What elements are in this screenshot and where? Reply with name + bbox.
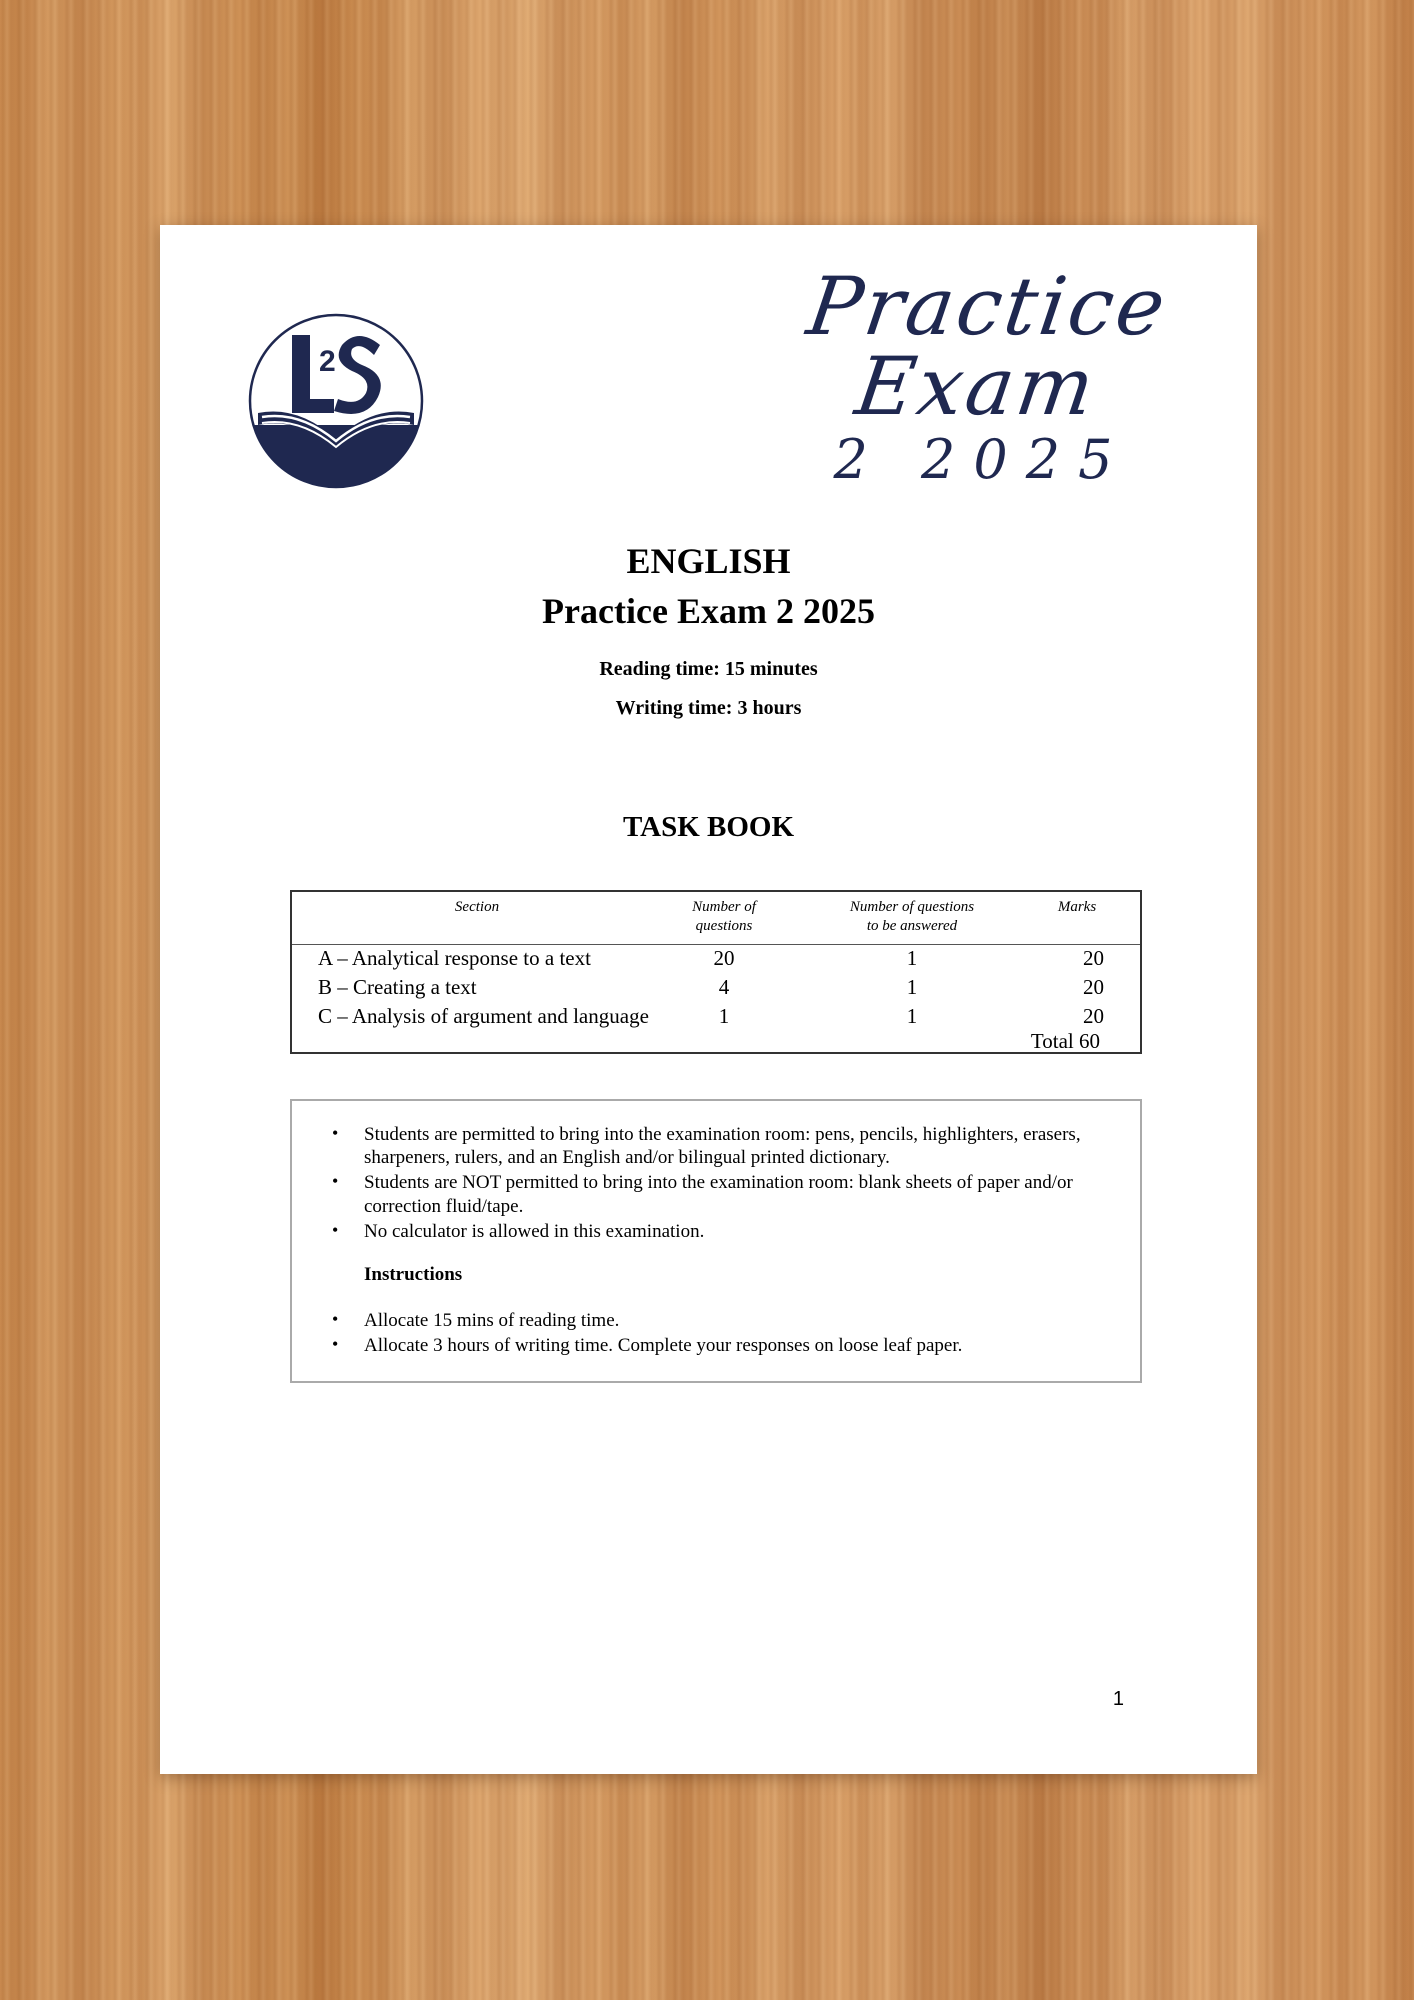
list-item-text: Students are permitted to bring into the examination room: pens, pencils, highlighters, erasers, sharpeners, rulers, and an English and/or bilingual printed dictionary. [364,1124,1081,1169]
header-number-of-questions [674,898,774,936]
list-item [292,1309,1140,1332]
reading-time: Reading time: 15 minutes [599,658,818,680]
table-row [292,975,1140,1004]
row-questions: 4 [718,975,730,999]
bullet: • [332,1309,339,1329]
sections-table [290,890,1142,1054]
row-questions: 1 [718,1004,730,1028]
row-answered: 1 [906,975,918,999]
table-row [292,946,1140,975]
handwritten-title-line1: Practice Exam [801,260,1174,433]
header-marks: Marks [1057,899,1097,915]
row-marks: 20 [1083,1004,1104,1028]
list-item [292,1220,1140,1243]
header-to-be-answered [827,898,997,936]
exam-name: Practice Exam 2 2025 [542,591,875,631]
l2s-logo [248,313,424,489]
page-number: 1 [1112,1688,1124,1710]
handwritten-title [747,260,1217,491]
total-marks: Total 60 [1030,1029,1100,1053]
list-item [292,1334,1140,1357]
svg-text:2: 2 [319,345,336,378]
list-item-text: Students are NOT permitted to bring into the examination room: blank sheets of paper and/or correction fluid/tape. [364,1172,1073,1217]
row-marks: 20 [1083,946,1104,970]
writing-time: Writing time: 3 hours [615,697,802,719]
list-item-text: Allocate 15 mins of reading time. [364,1310,620,1331]
exam-cover-page [160,225,1257,1774]
bullet: • [332,1171,339,1192]
row-answered: 1 [906,1004,918,1028]
handwritten-title-line2: 2 2025 [833,428,1131,491]
bullet: • [332,1123,339,1143]
row-section: A – Analytical response to a text [318,946,591,970]
table-header [292,892,1140,945]
list-item-text: Allocate 3 hours of writing time. Complete your responses on loose leaf paper. [364,1335,963,1357]
row-questions: 20 [713,946,735,970]
instructions-list [292,1309,1140,1359]
list-item [292,1123,1140,1169]
header-to-be-answered-line2: to be answered [866,917,958,934]
list-item [292,1171,1140,1217]
booklet-title: TASK BOOK [622,811,795,843]
row-section: C – Analysis of argument and language [318,1004,649,1028]
instructions-heading: Instructions [364,1264,463,1285]
table-row [292,1004,1140,1033]
header-number-of-questions-line1: Number of [692,899,756,915]
subject-title: ENGLISH [626,541,791,581]
bullet: • [332,1219,339,1240]
row-marks: 20 [1083,975,1104,999]
bullet: • [332,1334,339,1355]
permitted-items-list [292,1123,1140,1245]
header-section: Section [454,899,500,915]
row-answered: 1 [906,946,918,970]
list-item-text: No calculator is allowed in this examination. [364,1220,705,1242]
row-section: B – Creating a text [318,975,477,999]
header-number-of-questions-line2: questions [695,917,753,934]
rules-box [290,1099,1142,1383]
header-to-be-answered-line1: Number of questions [849,899,975,915]
